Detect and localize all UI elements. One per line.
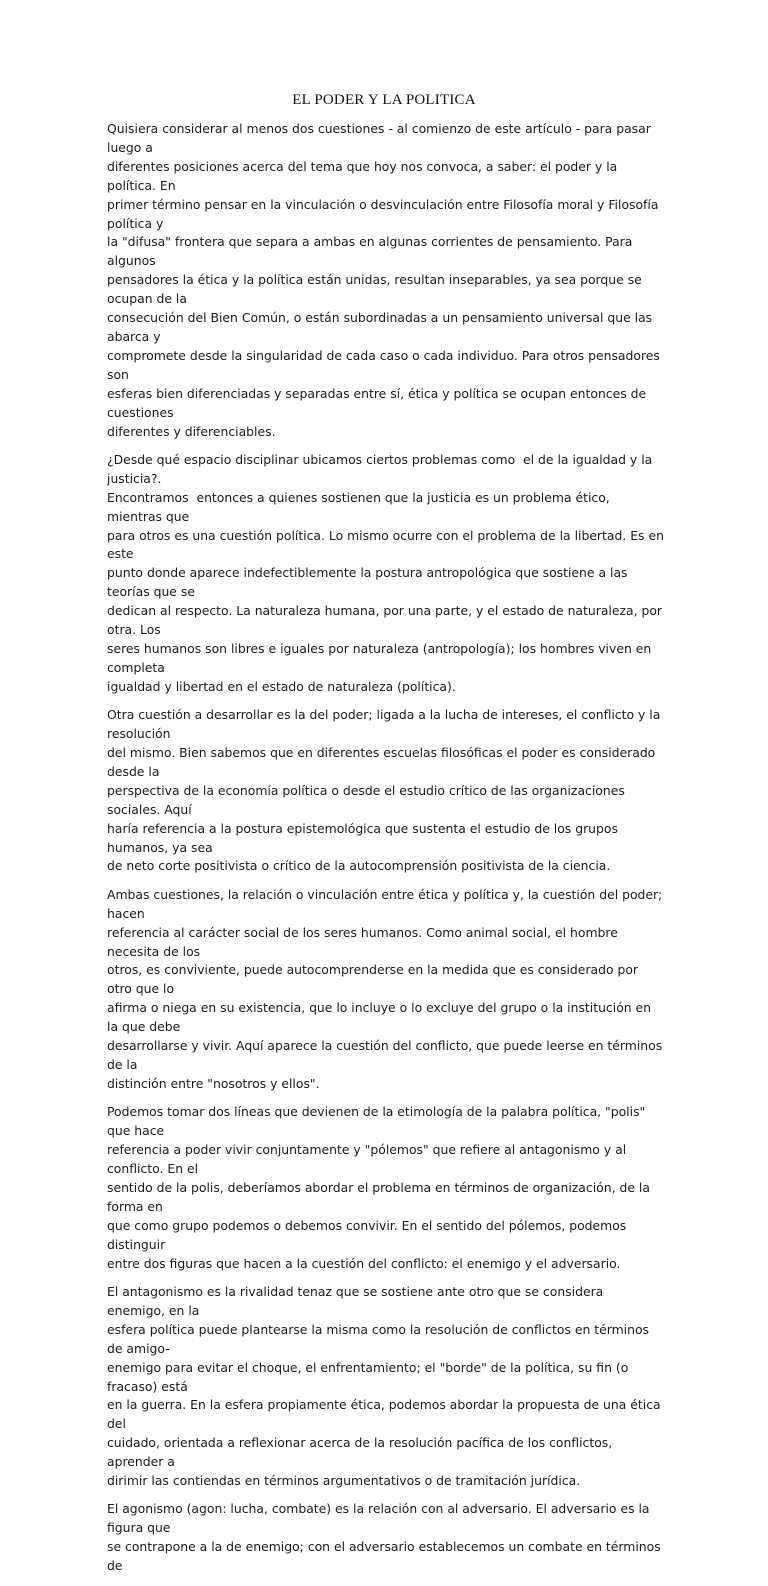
paragraph-7: El agonismo (agon: lucha, combate) es la relación con al adversario. El adversario es la figura que se contrapone a la de enemigo; con el adversario establecemos un combate en términos de [107,1501,661,1574]
paragraph-1: Quisiera considerar al menos dos cuestiones - al comienzo de este artículo - para pasar luego a diferentes posiciones acerca del tema que hoy nos convoca, a saber: el poder y la política. En primer término pensar en la vinculación o desvinculación entre Filosofía moral y Filosofía política y la "difusa" frontera que separa a ambas en algunas corrientes de pensamiento. Para algunos pensadores la ética y la política están unidas, resultan inseparables, ya sea porque se ocupan de la consecución del Bien Común, o están subordinadas a un pensamiento universal que las abarca y compromete desde la singularidad de cada caso o cada individuo. Para otros pensadores son esferas bien diferenciadas y separadas entre sí, ética y política se ocupan entonces de cuestiones diferentes y diferenciables. [107,121,660,439]
document-body [107,120,665,1586]
paragraph-2: ¿Desde qué espacio disciplinar ubicamos ciertos problemas como el de la igualdad y la justicia?. Encontramos entonces a quienes sostienen que la justicia es un problema ético, mientras que para otros es una cuestión política. Lo mismo ocurre con el problema de la libertad. Es en este punto donde aparece indefectiblemente la postura antropológica que sostiene a las teorías que se dedican al respecto. La naturaleza humana, por una parte, y el estado de naturaleza, por otra. Los seres humanos son libres e iguales por naturaleza (antropología); los hombres viven en completa igualdad y libertad en el estado de naturaleza (política). [107,451,664,694]
document-title: EL PODER Y LA POLITICA [292,92,476,108]
paragraph-3: Otra cuestión a desarrollar es la del poder; ligada a la lucha de intereses, el conflicto y la resolución del mismo. Bien sabemos que en diferentes escuelas filosóficas el poder es considerado desde la perspectiva de la economía política o desde el estudio crítico de las organizaciones sociales. Aquí haría referencia a la postura epistemológica que sustenta el estudio de los grupos humanos, ya sea de neto corte positivista o crítico de la autocomprensión positivista de la ciencia. [107,707,661,874]
paragraph-6: El antagonismo es la rivalidad tenaz que se sostiene ante otro que se considera enemigo, en la esfera política puede plantearse la misma como la resolución de conflictos en términos de amigo- enemigo para evitar el choque, el enfrentamiento; el "borde" de la política, su fin (o fracaso) está en la guerra. En la esfera propiamente ética, podemos abordar la propuesta de una ética del cuidado, orientada a reflexionar acerca de la resolución pacífica de los conflictos, aprender a dirimir las contiendas en términos argumentativos o de tramitación jurídica. [107,1283,661,1489]
paragraph-5: Podemos tomar dos líneas que devienen de la etimología de la palabra política, "polis" que hace referencia a poder vivir conjuntamente y "pólemos" que refiere al antagonismo y al conflicto. En el sentido de la polis, deberíamos abordar el problema en términos de organización, de la forma en que como grupo podemos o debemos convivir. En el sentido del pólemos, podemos distinguir entre dos figuras que hacen a la cuestión del conflicto: el enemigo y el adversario. [107,1104,650,1271]
paragraph-4: Ambas cuestiones, la relación o vinculación entre ética y política y, la cuestión del poder; hacen referencia al carácter social de los seres humanos. Como animal social, el hombre necesita de los otros, es conviviente, puede autocomprenderse en la medida que es considerado por otro que lo afirma o niega en su existencia, que lo incluye o lo excluye del grupo o la institución en la que debe desarrollarse y vivir. Aquí aparece la cuestión del conflicto, que puede leerse en términos de la distinción entre "nosotros y ellos". [107,886,663,1091]
